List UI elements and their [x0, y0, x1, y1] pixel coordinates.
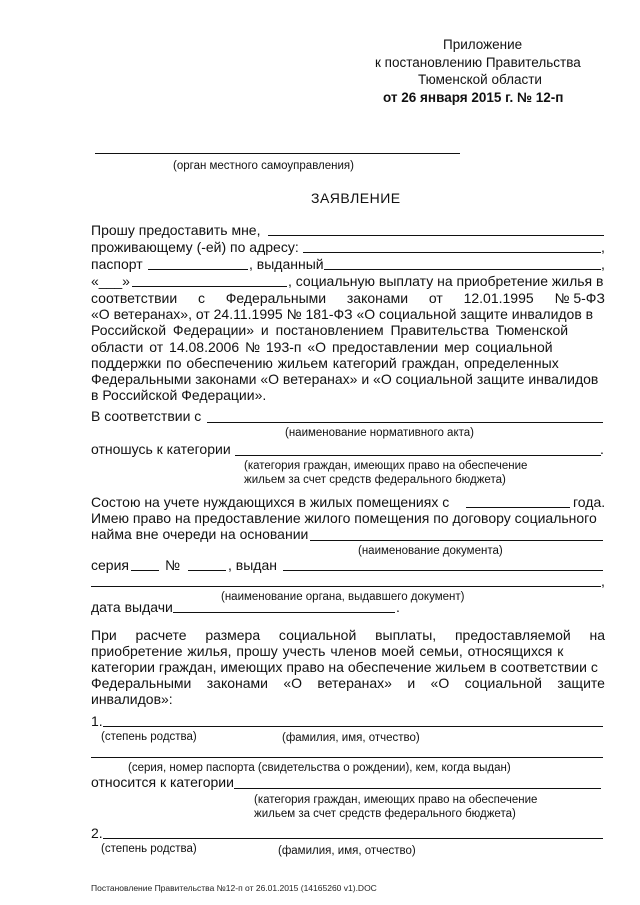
family-line-5: инвалидов»: — [91, 691, 173, 707]
family-line-3: категории граждан, имеющих право на обеспечение жильем в соответствии с — [91, 659, 598, 675]
registry-year-label: года. — [573, 494, 606, 510]
passport-label: паспорт — [91, 256, 143, 272]
member-2-number: 2. — [91, 825, 103, 841]
passport-field-line[interactable] — [148, 269, 248, 270]
member-1-category-caption-1: (категория граждан, имеющих право на обеспечение — [254, 794, 538, 806]
member-2-fio-caption: (фамилия, имя, отчество) — [278, 845, 416, 857]
organ-line — [95, 153, 460, 154]
member-1-fio-caption: (фамилия, имя, отчество) — [282, 732, 420, 744]
issued-label: , выданный — [249, 256, 324, 272]
registry-line-2: Имею право на предоставление жилого помещения по договору социального — [91, 510, 597, 526]
body-line-7: Российской Федерации» и постановлением Правительства Тюменской — [91, 322, 569, 338]
body-line-10: Федеральными законами «О ветеранах» и «О социальной защите инвалидов — [91, 371, 599, 387]
period-2: . — [396, 599, 400, 615]
act-caption: (наименование нормативного акта) — [285, 427, 474, 439]
body-line-5: соответствии с Федеральными законами от 12.01.1995 № 5-ФЗ — [91, 290, 605, 306]
issue-date-line[interactable] — [132, 286, 287, 287]
address-field-line[interactable] — [303, 252, 601, 253]
basis-field-line[interactable] — [310, 540, 603, 541]
body-line-9: поддержки по обеспечению жильем категорий граждан, определенных — [91, 355, 559, 371]
member-1-number: 1. — [91, 713, 103, 729]
registry-line-3: найма вне очереди на основании — [91, 526, 309, 542]
registry-year-line[interactable] — [466, 507, 570, 508]
body-line-2: проживающему (-ей) по адресу: — [91, 239, 299, 255]
period-1: . — [600, 441, 604, 457]
body-line-6: «О ветеранах», от 24.11.1995 № 181-ФЗ «О социальной защите инвалидов в — [91, 306, 594, 322]
doc-issuer-line-2[interactable] — [91, 586, 601, 587]
act-label: В соответствии с — [91, 408, 202, 424]
member-1-category-caption-2: жильем за счет средств федерального бюджета) — [254, 808, 516, 820]
member-1-kin-caption: (степень родства) — [101, 731, 197, 743]
member-1-passport-line[interactable] — [91, 757, 603, 758]
doc-caption: (наименование документа) — [358, 545, 503, 557]
registry-line-1: Состою на учете нуждающихся в жилых помещениях с — [91, 494, 450, 510]
page-title: ЗАЯВЛЕНИЕ — [311, 190, 401, 206]
doc-issuer-line[interactable] — [283, 570, 603, 571]
header-region: Тюменской области — [418, 72, 542, 87]
member-2-kin-caption: (степень родства) — [101, 843, 197, 855]
body-line-11: в Российской Федерации». — [91, 387, 267, 403]
issuer-caption: (наименование органа, выдавшего документ) — [221, 591, 465, 603]
comma-3: , — [601, 573, 605, 589]
category-caption-2: жильем за счет средств федерального бюджета) — [244, 474, 506, 486]
number-field-line[interactable] — [188, 570, 226, 571]
passport-issuer-line[interactable] — [324, 269, 601, 270]
member-2-name-line[interactable] — [103, 838, 603, 839]
number-label: № — [165, 557, 181, 573]
series-label: серия — [91, 557, 129, 573]
category-field-line[interactable] — [235, 455, 601, 456]
member-1-category-line[interactable] — [234, 788, 601, 789]
family-line-1: При расчете размера социальной выплаты, предоставляемой на — [91, 627, 605, 643]
day-label: «___» — [91, 273, 130, 289]
comma-2: , — [601, 256, 605, 272]
body-line-8: области от 14.08.2006 № 193-п «О предоставлении мер социальной — [91, 339, 553, 355]
member-1-category-label: относится к категории — [91, 774, 234, 790]
doc-issued-label: , выдан — [228, 557, 277, 573]
body-line-4: , социальную выплату на приобретение жилья в — [288, 273, 604, 289]
family-line-4: Федеральными законами «О ветеранах» и «О социальной защите — [91, 675, 605, 691]
series-field-line[interactable] — [131, 570, 159, 571]
body-line-1: Прошу предоставить мне, — [91, 222, 261, 238]
header-date-number: от 26 января 2015 г. № 12-п — [383, 90, 564, 105]
category-caption-1: (категория граждан, имеющих право на обеспечение — [244, 460, 528, 472]
date-field-line[interactable] — [173, 612, 395, 613]
name-field-line[interactable] — [268, 235, 604, 236]
comma-1: , — [601, 239, 605, 255]
document-footer: Постановление Правительства №12-п от 26.01.2015 (14165260 v1).DOC — [91, 883, 377, 893]
header-resolution: к постановлению Правительства — [375, 55, 581, 70]
family-line-2: приобретение жилья, прошу учесть членов моей семьи, относящихся к — [91, 643, 564, 659]
category-label: отношусь к категории — [91, 441, 231, 457]
organ-caption: (орган местного самоуправления) — [173, 160, 354, 172]
member-1-name-line[interactable] — [103, 726, 603, 727]
act-field-line[interactable] — [207, 422, 603, 423]
header-appendix: Приложение — [443, 37, 523, 52]
member-1-passport-caption: (серия, номер паспорта (свидетельства о рождении), кем, когда выдан) — [128, 762, 511, 774]
date-label: дата выдачи — [91, 599, 173, 615]
